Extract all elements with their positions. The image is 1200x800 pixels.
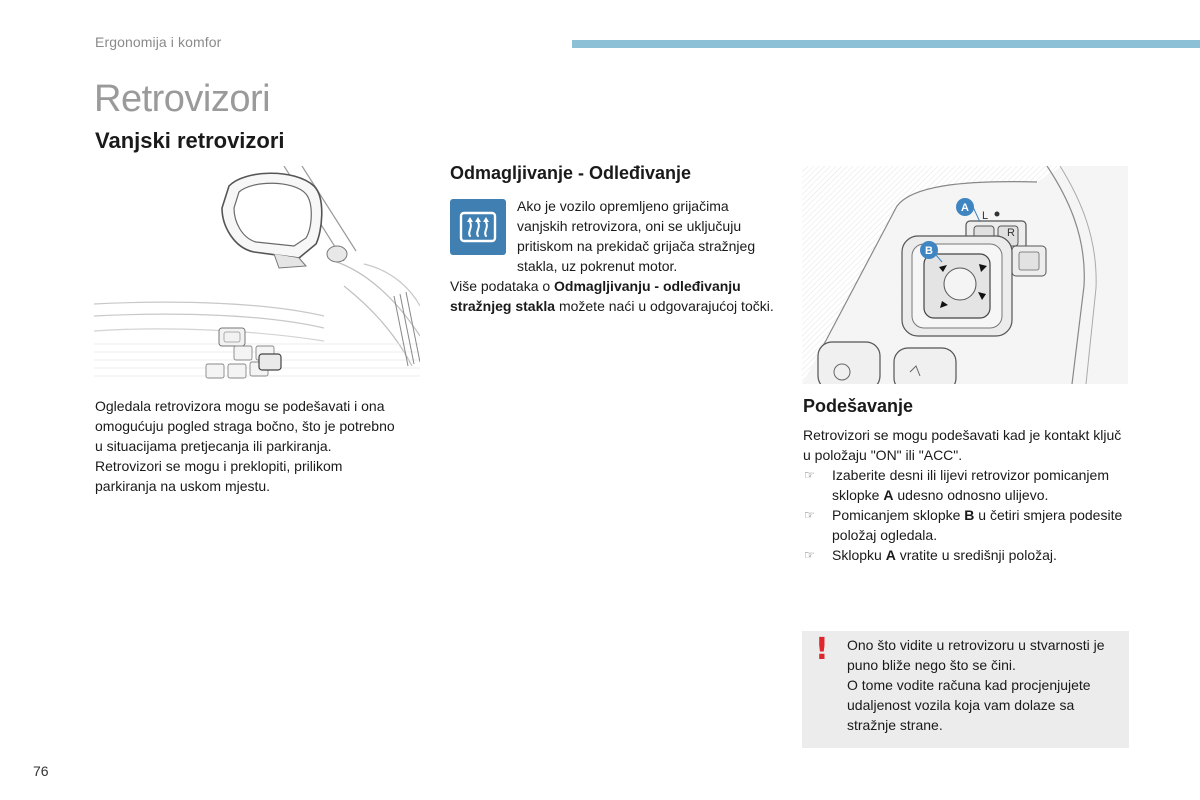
demisting-reference: Odmagljivanju - odleđivanju stražnjeg stakla <box>450 278 741 314</box>
demisting-text-part1: Ako je vozilo opremljeno grijačima vanjskih retrovizora, oni se uključuju pritiskom na prekidač grijača stražnjeg stakla, uz pokrenut motor. <box>517 198 756 274</box>
mirror-switch-illustration <box>802 166 1128 384</box>
demisting-text-part2-prefix: Više podataka o <box>450 278 555 294</box>
switch-a-marker: A <box>961 202 969 214</box>
section-label: Ergonomija i komfor <box>95 34 222 50</box>
pointing-hand-icon: ☞ <box>804 468 815 482</box>
adjustment-step: ☞ Izaberite desni ili lijevi retrovizor pomicanjem sklopke A udesno odnosno ulijevo. <box>804 467 1109 503</box>
adjustment-instructions <box>803 425 1123 565</box>
switch-label-left: L <box>982 210 989 222</box>
switch-b-marker: B <box>925 245 933 257</box>
warning-text <box>847 635 1119 735</box>
adjustment-step: ☞ Pomicanjem sklopke B u četiri smjera podesite položaj ogledala. <box>804 507 1123 543</box>
page-title: Retrovizori <box>94 78 271 120</box>
warning-line-2: O tome vodite računa kad procjenjujete udaljenost vozila koja vam dolaze sa stražnje strane. <box>847 677 1091 733</box>
adjustment-step: ☞ Sklopku A vratite u središnji položaj. <box>804 547 1057 563</box>
pointing-hand-icon: ☞ <box>804 508 815 522</box>
adjustment-steps <box>803 465 1123 565</box>
demisting-text-part2-suffix: možete naći u odgovarajućoj točki. <box>555 298 774 314</box>
adjustment-intro: Retrovizori se mogu podešavati kad je kontakt ključ u položaju "ON" ili "ACC". <box>803 427 1122 463</box>
warning-exclamation-icon: ! <box>815 632 829 667</box>
exterior-mirror-illustration <box>94 166 420 384</box>
pointing-hand-icon: ☞ <box>804 548 815 562</box>
header-accent-bar <box>572 40 1200 48</box>
page-number: 76 <box>33 763 49 779</box>
exterior-intro-text: Ogledala retrovizora mogu se podešavati i ona omogućuju pogled straga bočno, što je potrebno u situacijama pretjecanja ili parkiranja. Retrovizori se mogu i preklopiti, prilikom parkiranja na uskom mjestu. <box>95 398 395 494</box>
switch-label-right: R <box>1007 227 1015 239</box>
demisting-heading: Odmagljivanje - Odleđivanje <box>450 163 692 183</box>
adjustment-heading: Podešavanje <box>803 396 914 416</box>
demisting-text <box>450 196 780 316</box>
warning-line-1: Ono što vidite u retrovizoru u stvarnosti je puno bliže nego što se čini. <box>847 637 1105 673</box>
exterior-mirrors-heading: Vanjski retrovizori <box>95 128 285 153</box>
